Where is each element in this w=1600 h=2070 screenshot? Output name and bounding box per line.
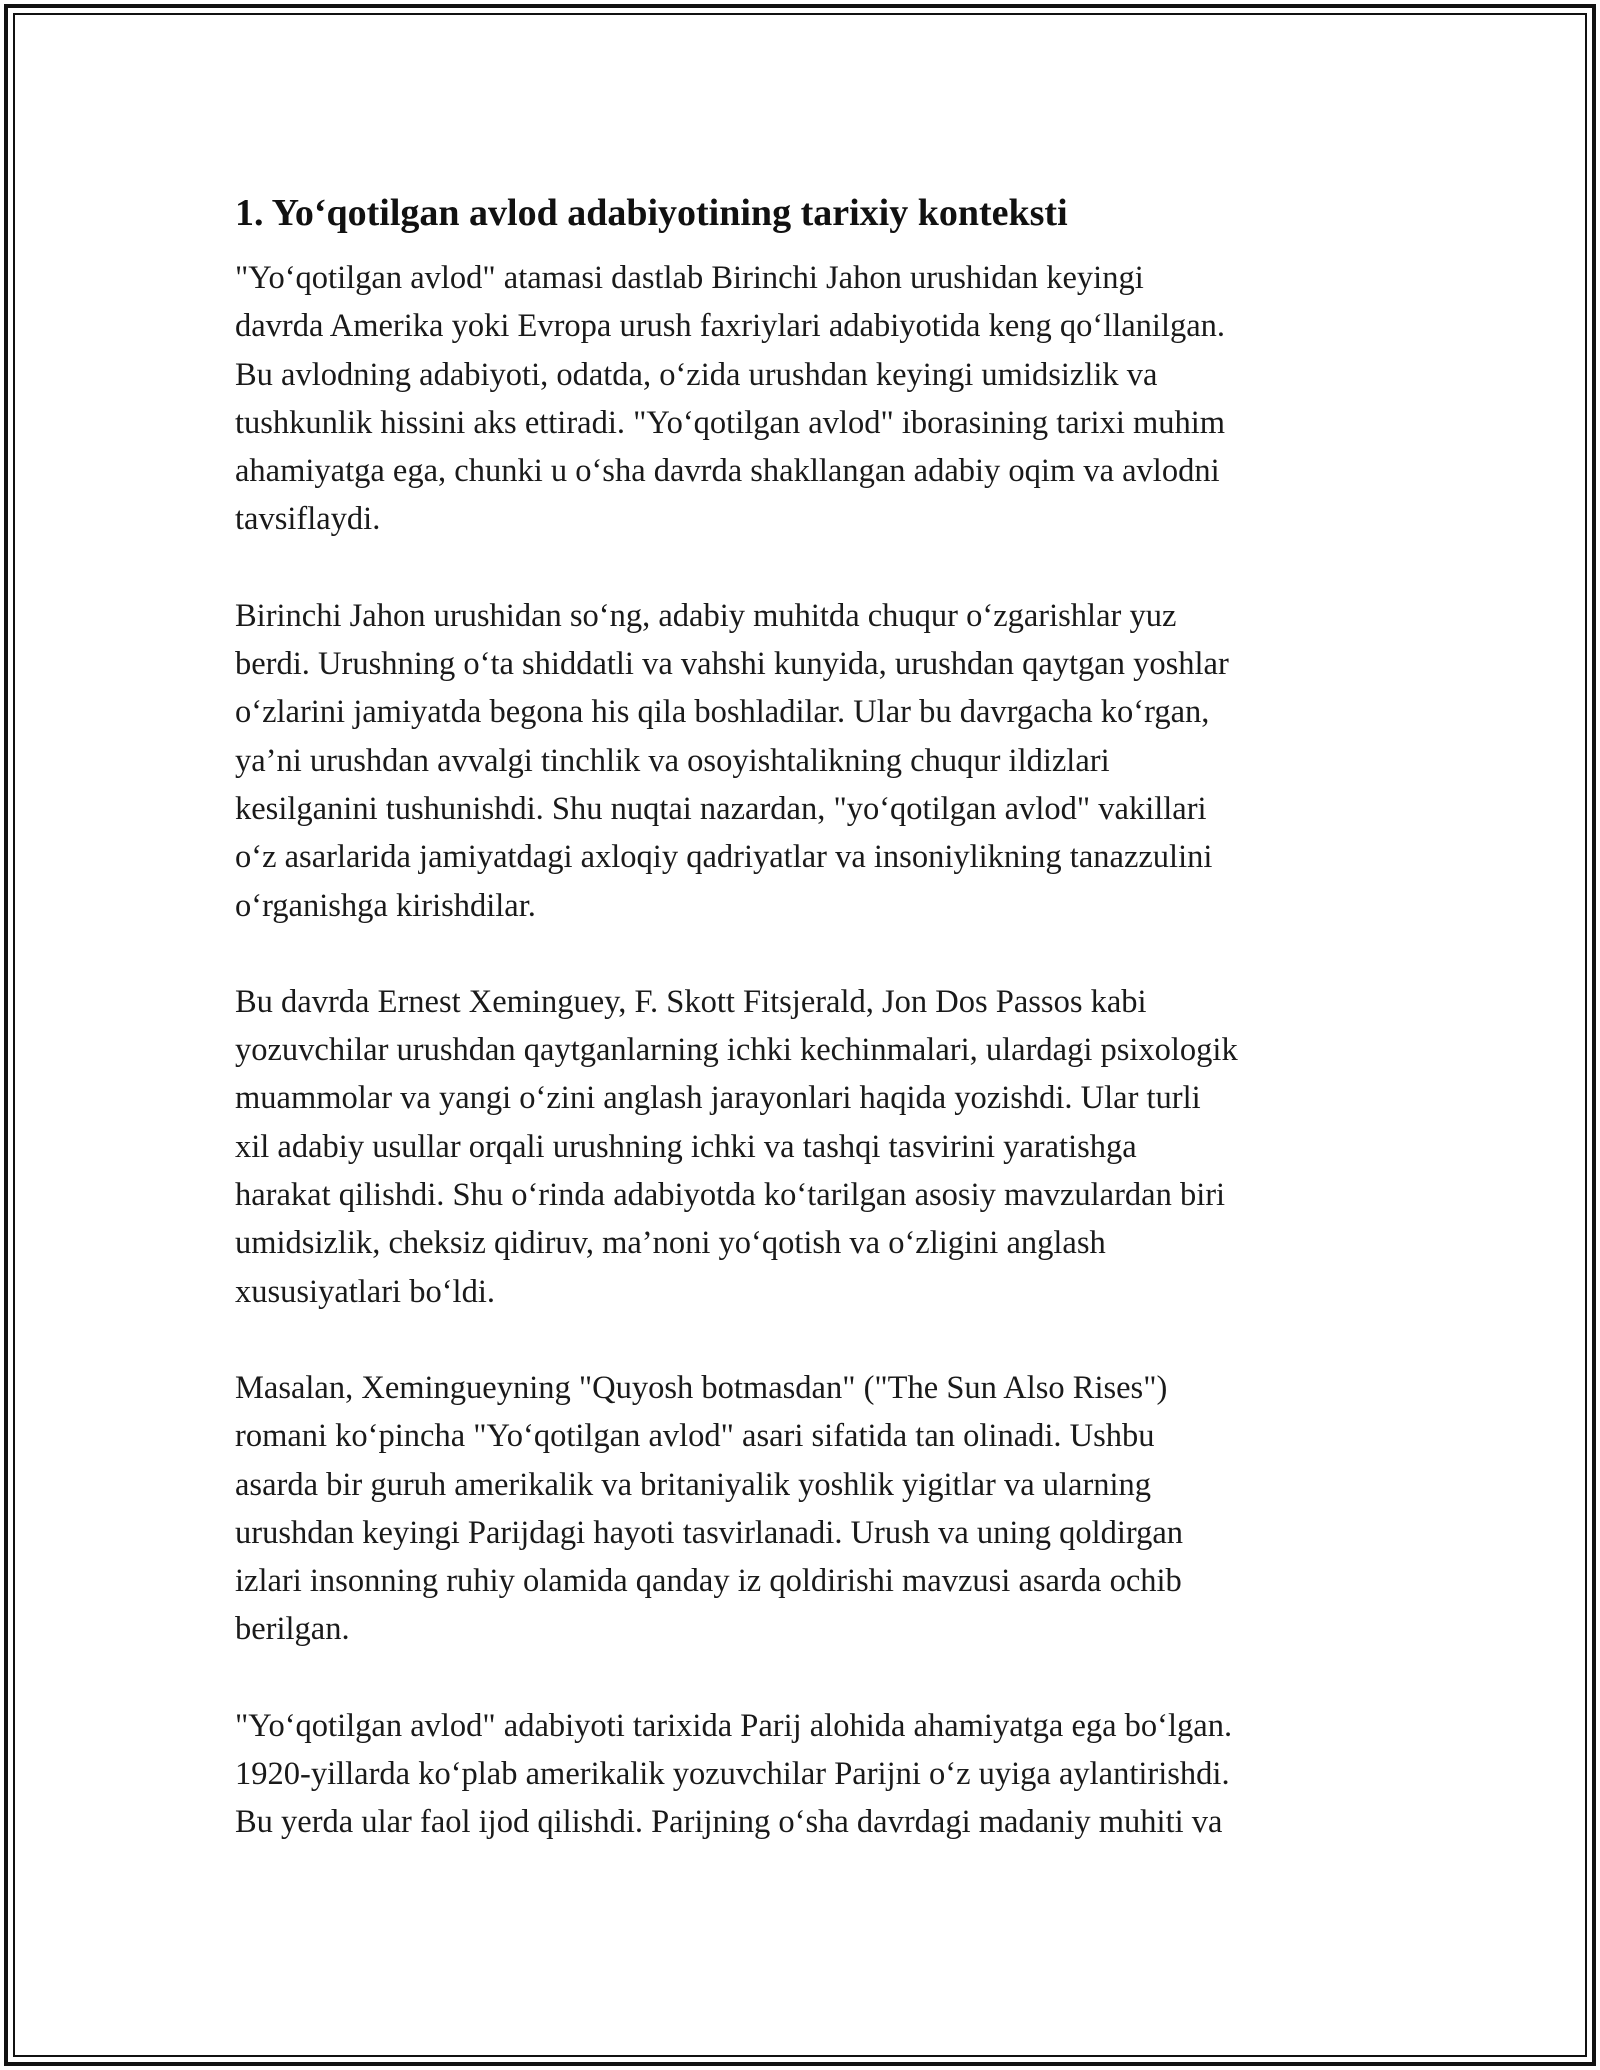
text-line: Masalan, Xemingueyning "Quyosh botmasdan" ("The Sun Also Rises") (235, 1369, 1168, 1406)
text-line: muammolar va yangi o‘zini anglash jarayonlari haqida yozishdi. Ular turli (235, 1080, 1201, 1117)
text-line: yozuvchilar urushdan qaytganlarning ichki kechinmalari, ulardagi psixologik (235, 1032, 1238, 1069)
text-line: ya’ni urushdan avvalgi tinchlik va osoyishtalikning chuqur ildizlari (235, 742, 1110, 779)
paragraph-4 (235, 1364, 1375, 1654)
text-line: harakat qilishdi. Shu o‘rinda adabiyotda ko‘tarilgan asosiy mavzulardan biri (235, 1177, 1226, 1214)
text-line: "Yo‘qotilgan avlod" adabiyoti tarixida Parij alohida ahamiyatga ega bo‘lgan. (235, 1707, 1233, 1744)
text-line: tavsiflaydi. (235, 501, 381, 538)
text-line: urushdan keyingi Parijdagi hayoti tasvirlanadi. Urush va uning qoldirgan (235, 1514, 1184, 1551)
text-line: berilgan. (235, 1611, 350, 1648)
paragraph-5 (235, 1702, 1375, 1847)
section-heading: 1. Yo‘qotilgan avlod adabiyotining tarixiy konteksti (235, 192, 1068, 234)
text-line: xil adabiy usullar orqali urushning ichki va tashqi tasvirini yaratishga (235, 1128, 1137, 1165)
text-line: asarda bir guruh amerikalik va britaniyalik yoshlik yigitlar va ularning (235, 1466, 1152, 1503)
text-line: Bu yerda ular faol ijod qilishdi. Parijning o‘sha davrdagi madaniy muhiti va (235, 1804, 1223, 1841)
text-line: berdi. Urushning o‘ta shiddatli va vahshi kunyida, urushdan qaytgan yoshlar (235, 646, 1229, 683)
paragraph-3 (235, 978, 1375, 1316)
text-line: o‘z asarlarida jamiyatdagi axloqiy qadriyatlar va insoniylikning tanazzulini (235, 839, 1213, 876)
text-line: tushkunlik hissini aks ettiradi. "Yo‘qotilgan avlod" iborasining tarixi muhim (235, 404, 1226, 441)
text-line: 1920-yillarda ko‘plab amerikalik yozuvchilar Parijni o‘z uyiga aylantirishdi. (235, 1756, 1230, 1793)
text-line: ahamiyatga ega, chunki u o‘sha davrda shakllangan adabiy oqim va avlodni (235, 453, 1220, 490)
text-line: romani ko‘pincha "Yo‘qotilgan avlod" asari sifatida tan olinadi. Ushbu (235, 1418, 1155, 1455)
paragraph-1 (235, 254, 1375, 544)
text-line: Birinchi Jahon urushidan so‘ng, adabiy muhitda chuqur o‘zgarishlar yuz (235, 597, 1177, 634)
document-body (235, 188, 1375, 1895)
paragraph-2 (235, 592, 1375, 930)
text-line: umidsizlik, cheksiz qidiruv, ma’noni yo‘qotish va o‘zligini anglash (235, 1225, 1106, 1262)
text-line: xususiyatlari bo‘ldi. (235, 1273, 495, 1310)
text-line: o‘rganishga kirishdilar. (235, 887, 536, 924)
text-line: "Yo‘qotilgan avlod" atamasi dastlab Birinchi Jahon urushidan keyingi (235, 260, 1144, 296)
text-line: Bu davrda Ernest Xeminguey, F. Skott Fitsjerald, Jon Dos Passos kabi (235, 983, 1147, 1020)
text-line: izlari insonning ruhiy olamida qanday iz qoldirishi mavzusi asarda ochib (235, 1563, 1182, 1600)
text-line: Bu avlodning adabiyoti, odatda, o‘zida urushdan keyingi umidsizlik va (235, 356, 1158, 393)
text-line: kesilganini tushunishdi. Shu nuqtai nazardan, "yo‘qotilgan avlod" vakillari (235, 790, 1207, 827)
text-line: o‘zlarini jamiyatda begona his qila boshladilar. Ular bu davrgacha ko‘rgan, (235, 694, 1210, 731)
text-line: davrda Amerika yoki Evropa urush faxriylari adabiyotida keng qo‘llanilgan. (235, 308, 1226, 345)
